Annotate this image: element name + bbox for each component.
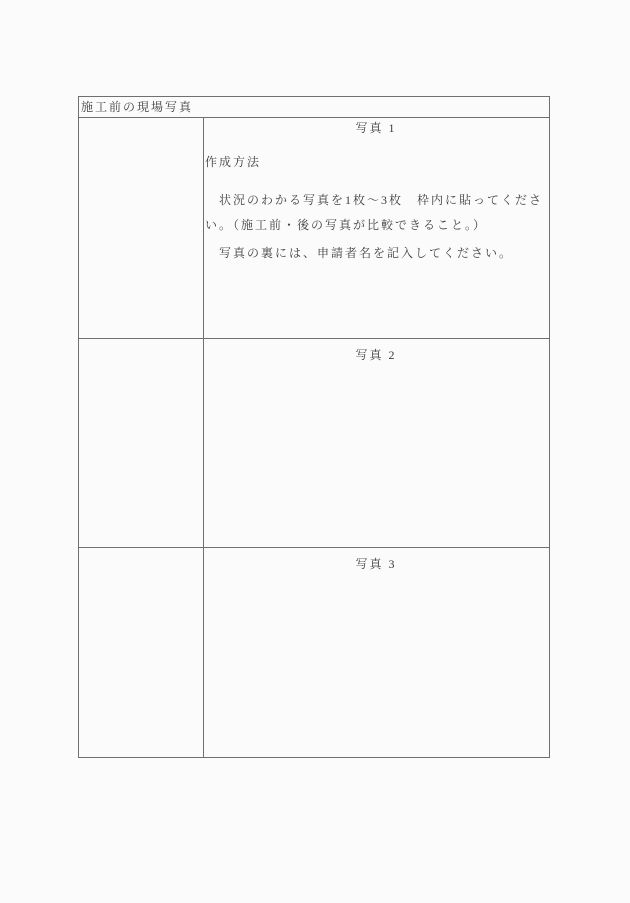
photo-row-3-content-cell <box>204 548 549 757</box>
pre-construction-photos-table <box>78 96 550 758</box>
instructions-paragraph-1 <box>205 188 547 238</box>
photo-row-2-content-cell <box>204 339 549 547</box>
table-header: 施工前の現場写真 <box>79 97 549 118</box>
photo-2-label: 写真 2 <box>355 348 397 362</box>
instructions-paragraph-1-line-1: 状況のわかる写真を1枚～3枚 枠内に貼ってくださ <box>205 193 544 207</box>
photo-row-2 <box>79 338 549 547</box>
instructions-paragraph-1-line-2: い。（施工前・後の写真が比較できること。） <box>205 218 488 232</box>
photo-row-1-content-cell <box>204 118 549 338</box>
photo-row-2-left-cell <box>79 339 204 547</box>
photo-row-1 <box>79 118 549 338</box>
photo-row-3-left-cell <box>79 548 204 757</box>
photo-3-label: 写真 3 <box>355 557 397 571</box>
photo-row-1-left-cell <box>79 118 204 338</box>
creation-method-heading: 作成方法 <box>205 155 262 169</box>
photo-1-label: 写真 1 <box>355 121 397 135</box>
photo-row-3 <box>79 547 549 757</box>
instructions-paragraph-2: 写真の裏には、申請者名を記入してください。 <box>205 246 514 260</box>
